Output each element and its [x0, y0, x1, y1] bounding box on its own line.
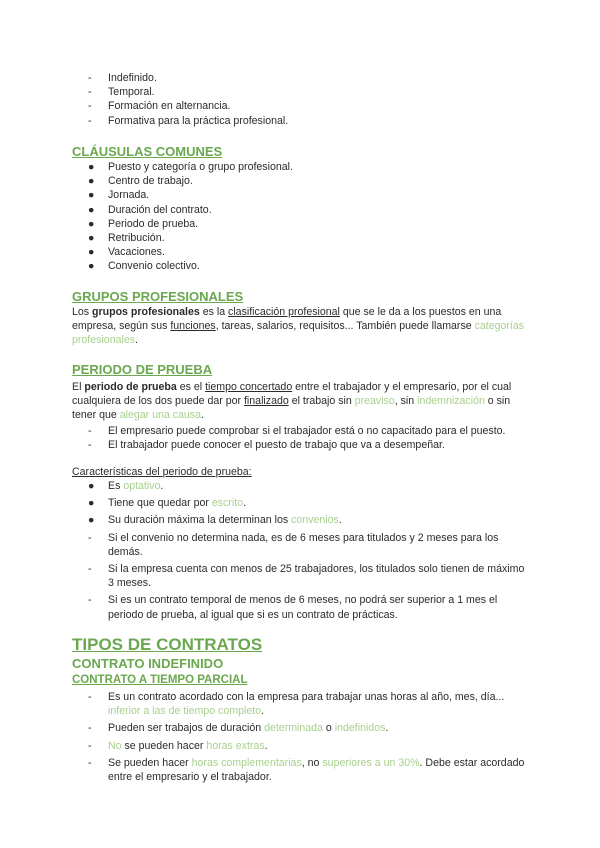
- clausulas-list: [88, 160, 528, 274]
- list-item: - No se pueden hacer horas extras.: [88, 739, 268, 752]
- list-item: ● Su duración máxima la determinan los convenios.: [88, 514, 342, 527]
- caracteristicas-title: Características del periodo de prueba:: [72, 466, 252, 478]
- list-item: ● Vacaciones.: [88, 246, 165, 259]
- list-item: - El trabajador puede conocer el puesto de trabajo que va a desempeñar.: [88, 439, 445, 452]
- list-item: ● Convenio colectivo.: [88, 260, 200, 273]
- section-title-prueba: PERIODO DE PRUEBA: [72, 362, 213, 377]
- list-item: ● Centro de trabajo.: [88, 175, 193, 188]
- section-title-grupos: GRUPOS PROFESIONALES: [72, 289, 244, 304]
- prueba-paragraph: El periodo de prueba es el tiempo concertado entre el trabajador y el empresario, por el cual cualquiera de los dos puede dar por finalizado el trabajo sin preaviso, sin indemnización o sin tener que alegar una causa.: [72, 381, 512, 422]
- list-item: ● Retribución.: [88, 232, 165, 245]
- prueba-dash-list: [88, 424, 528, 452]
- list-item: - Pueden ser trabajos de duración determinada o indefinidos.: [88, 722, 389, 735]
- grupos-paragraph: Los grupos profesionales es la clasificación profesional que se le da a los puestos en una empresa, según sus funciones, tareas, salarios, requisitos... También puede llamarse categorías profesionales.: [72, 306, 525, 347]
- list-item: - Si es un contrato temporal de menos de 6 meses, no podrá ser superior a 1 mes el periodo de prueba, al igual que si es un contrato de prácticas.: [88, 594, 498, 621]
- list-item: ● Tiene que quedar por escrito.: [88, 497, 247, 510]
- list-item: - El empresario puede comprobar si el trabajador está o no capacitado para el puesto.: [88, 425, 506, 437]
- list-item: - Temporal.: [88, 86, 155, 99]
- subsubtitle-parcial: CONTRATO A TIEMPO PARCIAL: [72, 674, 248, 686]
- caracteristicas-list: [88, 479, 528, 622]
- list-item: - Si la empresa cuenta con menos de 25 trabajadores, los titulados solo tienen de máximo 3 meses.: [88, 563, 525, 590]
- list-item: - Es un contrato acordado con la empresa para trabajar unas horas al año, mes, día... inferior a las de tiempo completo.: [88, 691, 505, 718]
- subtitle-indefinido: CONTRATO INDEFINIDO: [72, 656, 224, 671]
- section-title-tipos: TIPOS DE CONTRATOS: [72, 635, 263, 654]
- list-item: - Formativa para la práctica profesional.: [88, 114, 289, 127]
- list-item: ● Puesto y categoría o grupo profesional.: [88, 161, 293, 173]
- list-item: - Formación en alternancia.: [88, 100, 231, 113]
- list-item: ● Jornada.: [88, 189, 150, 202]
- list-item: - Si el convenio no determina nada, es de 6 meses para titulados y 2 meses para los demás.: [88, 531, 499, 558]
- list-item: ● Es optativo.: [88, 480, 164, 492]
- parcial-list: [88, 690, 528, 784]
- section-title-clausulas: CLÁUSULAS COMUNES: [72, 144, 223, 159]
- contract-types-list: [88, 71, 528, 128]
- list-item: ● Periodo de prueba.: [88, 217, 199, 230]
- list-item: - Indefinido.: [88, 72, 157, 84]
- list-item: ● Duración del contrato.: [88, 203, 212, 216]
- list-item: - Se pueden hacer horas complementarias, no superiores a un 30%. Debe estar acordado entre el empresario y el trabajador.: [88, 756, 525, 784]
